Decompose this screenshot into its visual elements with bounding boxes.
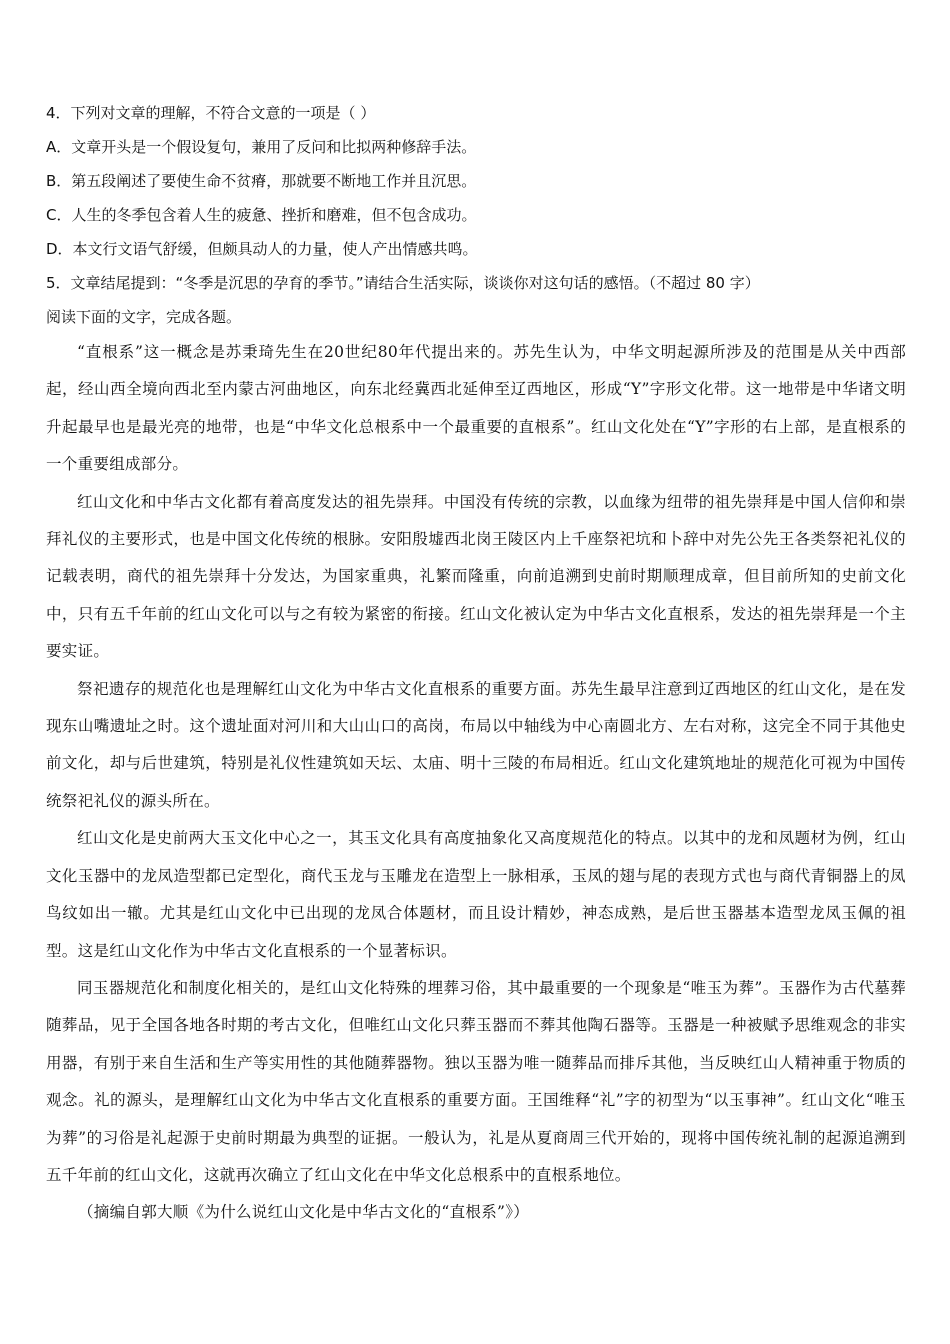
question-4-option-b: B．第五段阐述了要使生命不贫瘠，那就要不断地工作并且沉思。: [46, 172, 477, 190]
question-4-option-c: C．人生的冬季包含着人生的疲惫、挫折和磨难，但不包含成功。: [46, 206, 477, 224]
passage-paragraph-2: 红山文化和中华古文化都有着高度发达的祖先崇拜。中国没有传统的宗教，以血缘为纽带的祖先崇拜是中国人信仰和崇拜礼仪的主要形式，也是中国文化传统的根脉。安阳殷墟西北岗王陵区内上千座祭祀坑和卜辞中对先公先王各类祭祀礼仪的记载表明，商代的祖先崇拜十分发达，为国家重典，礼繁而隆重，向前追溯到史前时期顺理成章，但目前所知的史前文化中，只有五千年前的红山文化可以与之有较为紧密的衔接。红山文化被认定为中华古文化直根系，发达的祖先崇拜是一个主要实证。: [46, 492, 906, 661]
passage-paragraph-5: 同玉器规范化和制度化相关的，是红山文化特殊的埋葬习俗，其中最重要的一个现象是“唯玉为葬”。玉器作为古代墓葬随葬品，见于全国各地各时期的考古文化，但唯红山文化只葬玉器而不葬其他陶石器等。玉器是一种被赋予思维观念的非实用器，有别于来自生活和生产等实用性的其他随葬器物。独以玉器为唯一随葬品而排斥其他，当反映红山人精神重于物质的观念。礼的源头，是理解红山文化为中华古文化直根系的重要方面。王国维释“礼”字的初型为“以玉事神”。红山文化“唯玉为葬”的习俗是礼起源于史前时期最为典型的证据。一般认为，礼是从夏商周三代开始的，现将中国传统礼制的起源追溯到五千年前的红山文化，这就再次确立了红山文化在中华文化总根系中的直根系地位。: [46, 978, 906, 1184]
question-4-stem: 4．下列对文章的理解，不符合文意的一项是（ ）: [46, 104, 376, 122]
passage-paragraph-1: “直根系”这一概念是苏秉琦先生在20世纪80年代提出来的。苏先生认为，中华文明起源所涉及的范围是从关中西部起，经山西全境向西北至内蒙古河曲地区，向东北经冀西北延伸至辽西地区，形成“Y”字形文化带。这一地带是中华诸文明升起最早也是最光亮的地带，也是“中华文化总根系中一个最重要的直根系”。红山文化处在“Y”字形的右上部，是直根系的一个重要组成部分。: [46, 343, 906, 474]
reading-passage: [46, 334, 906, 1232]
reading-intro: 阅读下面的文字，完成各题。: [46, 308, 242, 326]
passage-source-citation: （摘编自郭大顺《为什么说红山文化是中华古文化的“直根系”》）: [78, 1203, 530, 1222]
question-5-stem: 5．文章结尾提到：“冬季是沉思的孕育的季节。”请结合生活实际，谈谈你对这句话的感悟。（不超过 80 字）: [46, 274, 760, 292]
passage-paragraph-3: 祭祀遗存的规范化也是理解红山文化为中华古文化直根系的重要方面。苏先生最早注意到辽西地区的红山文化，是在发现东山嘴遗址之时。这个遗址面对河川和大山山口的高岗，布局以中轴线为中心南圆北方、左右对称，这完全不同于其他史前文化，却与后世建筑，特别是礼仪性建筑如天坛、太庙、明十三陵的布局相近。红山文化建筑地址的规范化可视为中国传统祭祀礼仪的源头所在。: [46, 679, 906, 810]
question-4-option-a: A．文章开头是一个假设复句，兼用了反问和比拟两种修辞手法。: [46, 138, 477, 156]
passage-paragraph-4: 红山文化是史前两大玉文化中心之一，其玉文化具有高度抽象化又高度规范化的特点。以其中的龙和凤题材为例，红山文化玉器中的龙凤造型都已定型化，商代玉龙与玉雕龙在造型上一脉相承，玉凤的翅与尾的表现方式也与商代青铜器上的凤鸟纹如出一辙。尤其是红山文化中已出现的龙凤合体题材，而且设计精妙，神态成熟，是后世玉器基本造型龙凤玉佩的祖型。这是红山文化作为中华古文化直根系的一个显著标识。: [46, 829, 906, 960]
question-4-option-d: D．本文行文语气舒缓，但颇具动人的力量，使人产出情感共鸣。: [46, 240, 478, 258]
